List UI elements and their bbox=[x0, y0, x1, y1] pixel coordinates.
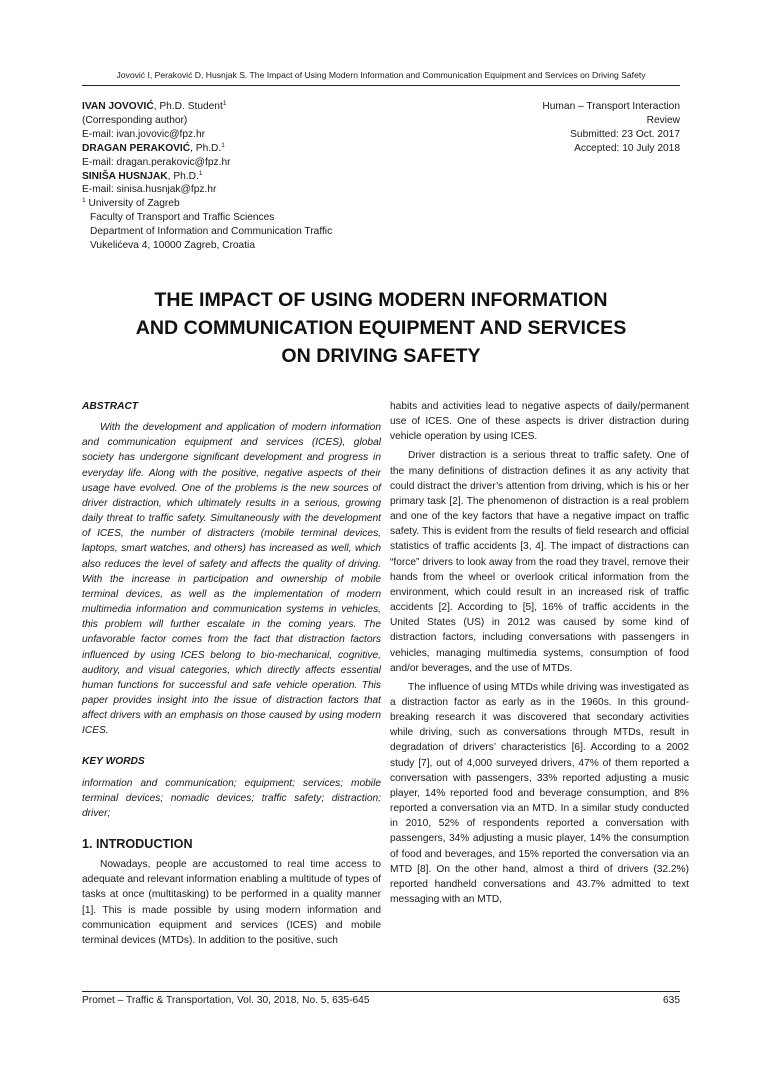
accepted-date: Accepted: 10 July 2018 bbox=[574, 142, 680, 154]
running-head: Jovović I, Peraković D, Husnjak S. The Impact of Using Modern Information and Communication Equipment and Services on Driving Safety bbox=[116, 70, 646, 80]
author-1-note: (Corresponding author) bbox=[82, 114, 188, 126]
article-type: Review bbox=[646, 114, 680, 126]
author-2-degree: , Ph.D. bbox=[190, 142, 222, 154]
affiliation-university bbox=[82, 197, 422, 211]
author-2-affiliation-mark: 1 bbox=[221, 141, 225, 149]
introduction-paragraph: Nowadays, people are accustomed to real time access to adequate and relevant information enabling a multitude of types of tasks at once (multitasking) to be performed in a quality manner [1]. This is made possible by using modern information and communication equipment and services (ICES) and mobile terminal devices (MTDs). In addition to the positive, such bbox=[82, 859, 381, 946]
title-line-1: THE IMPACT OF USING MODERN INFORMATION bbox=[154, 289, 608, 311]
article-category: Human – Transport Interaction bbox=[542, 101, 680, 112]
author-1-email[interactable]: E-mail: ivan.jovovic@fpz.hr bbox=[82, 128, 206, 140]
author-2-email[interactable]: E-mail: dragan.perakovic@fpz.hr bbox=[82, 156, 231, 168]
keywords-heading: KEY WORDS bbox=[82, 756, 145, 768]
left-column bbox=[82, 399, 381, 948]
author-1-degree: , Ph.D. Student bbox=[153, 101, 223, 112]
page-number: 635 bbox=[663, 995, 680, 1006]
affiliation-address: Vukelićeva 4, 10000 Zagreb, Croatia bbox=[90, 240, 255, 252]
paper-title bbox=[82, 286, 680, 370]
author-1-affiliation-mark: 1 bbox=[222, 100, 227, 107]
author-2 bbox=[82, 142, 422, 156]
keywords-text: information and communication; equipment; services; mobile terminal devices; nomadic devices; traffic safety; distraction; driver; bbox=[82, 777, 381, 819]
affiliation-mark: 1 bbox=[82, 197, 86, 205]
abstract-text: With the development and application of modern information and communication equipment and services (ICES), global society has undergone significant development and progress in everyday life. Along with the positive, negative aspects of their usage have evolved. One of the problems is the new sources of driver distraction, which ultimately results in a serious, growing daily threat to traffic safety. Simultaneously with the development of ICES, the number of distracters (mobile terminal devices, laptops, smart watches, and others) has increased as well, which also reduces the level of safety and affects the quality of driving. With the increase in participation and ownership of mobile terminal devices, as well as the implementation of modern multimedia information and communication systems in vehicles, this problem will further escalate in the coming years. The unfavorable factor comes from the fact that distraction factors influenced by using ICES belong to bio-mechanical, cognitive, auditory, and visual categories, which directly affects essential human functions for successful and safe vehicle operation. This paper provides insight into the issue of distraction factors that affect drivers with an emphasis on those caused by using modern ICES. bbox=[82, 422, 381, 737]
introduction-heading: 1. INTRODUCTION bbox=[82, 837, 193, 852]
author-3-email[interactable]: E-mail: sinisa.husnjak@fpz.hr bbox=[82, 184, 217, 196]
footer-rule bbox=[82, 991, 680, 992]
paragraph-continuation: habits and activities lead to negative aspects of daily/permanent use of ICES. One of these aspects is driver distraction during vehicle operation by using ICES. bbox=[390, 401, 689, 443]
author-3-affiliation-mark: 1 bbox=[198, 169, 203, 177]
affiliation-university-name: University of Zagreb bbox=[85, 198, 180, 210]
author-1 bbox=[82, 100, 422, 114]
title-line-2: AND COMMUNICATION EQUIPMENT AND SERVICES bbox=[135, 317, 627, 339]
author-3-degree: , Ph.D. bbox=[167, 170, 199, 182]
submitted-date: Submitted: 23 Oct. 2017 bbox=[570, 128, 680, 140]
author-3-name: SINIŠA HUSNJAK bbox=[82, 170, 168, 182]
author-1-name: IVAN JOVOVIĆ bbox=[82, 101, 154, 112]
journal-citation: Promet – Traffic & Transportation, Vol. 30, 2018, No. 5, 635-645 bbox=[82, 995, 370, 1006]
paragraph-mtd-influence: The influence of using MTDs while driving was investigated as a distraction factor as early as in the 1960s. In this ground-breaking research it was discovered that secondary activities while driving, such as conversations through MTDs, result in degradation of drivers’ characteristics [6]. According to a 2002 study [7], out of 4,000 surveyed drivers, 47% of them reported a conversation with passengers, 33% reported adjusting a music player, 14% reported food and beverage consumption, and 8% reported a conversation via an MTD. In a similar study conducted in 2010, 52% of respondents reported a conversation with passengers, 34% adjusting a music player, 14% the consumption of food and beverages, and 15% reported the conversation via an MTD [8]. On the other hand, almost a third of drivers (32.2%) reported handheld conversations and 43.7% admitted to text messaging with an MTD, bbox=[390, 681, 689, 905]
article-meta bbox=[440, 100, 680, 156]
title-line-3: ON DRIVING SAFETY bbox=[281, 345, 481, 367]
header-rule bbox=[82, 85, 680, 86]
affiliation-faculty: Faculty of Transport and Traffic Sciences bbox=[90, 212, 275, 224]
paragraph-driver-distraction: Driver distraction is a serious threat to traffic safety. One of the many definitions of distraction defines it as any activity that could distract the driver’s attention from driving, which is his or her primary task [2]. The phenomenon of distraction is a real problem and one of the key factors that have a negative impact on traffic safety. This is evident from the results of field research and official statistics of traffic accidents [3, 4]. The impact of distractions can “force” drivers to look away from the road they travel, remove their hands from the wheel or overlook critical information from the environment, which could result in an increased risk of traffic accidents [2]. According to [5], 16% of traffic accidents in the United States (US) in 2012 was caused by some kind of distraction factors, including conversations with passengers in vehicles, managing multimedia systems, consumption of food and/or beverages, and the use of MTDs. bbox=[390, 450, 689, 674]
author-block bbox=[82, 100, 422, 253]
author-2-name: DRAGAN PERAKOVIĆ bbox=[82, 142, 191, 154]
affiliation-department: Department of Information and Communication Traffic bbox=[90, 226, 333, 238]
author-3 bbox=[82, 170, 422, 184]
right-column bbox=[390, 399, 689, 907]
abstract-heading: ABSTRACT bbox=[82, 401, 139, 412]
